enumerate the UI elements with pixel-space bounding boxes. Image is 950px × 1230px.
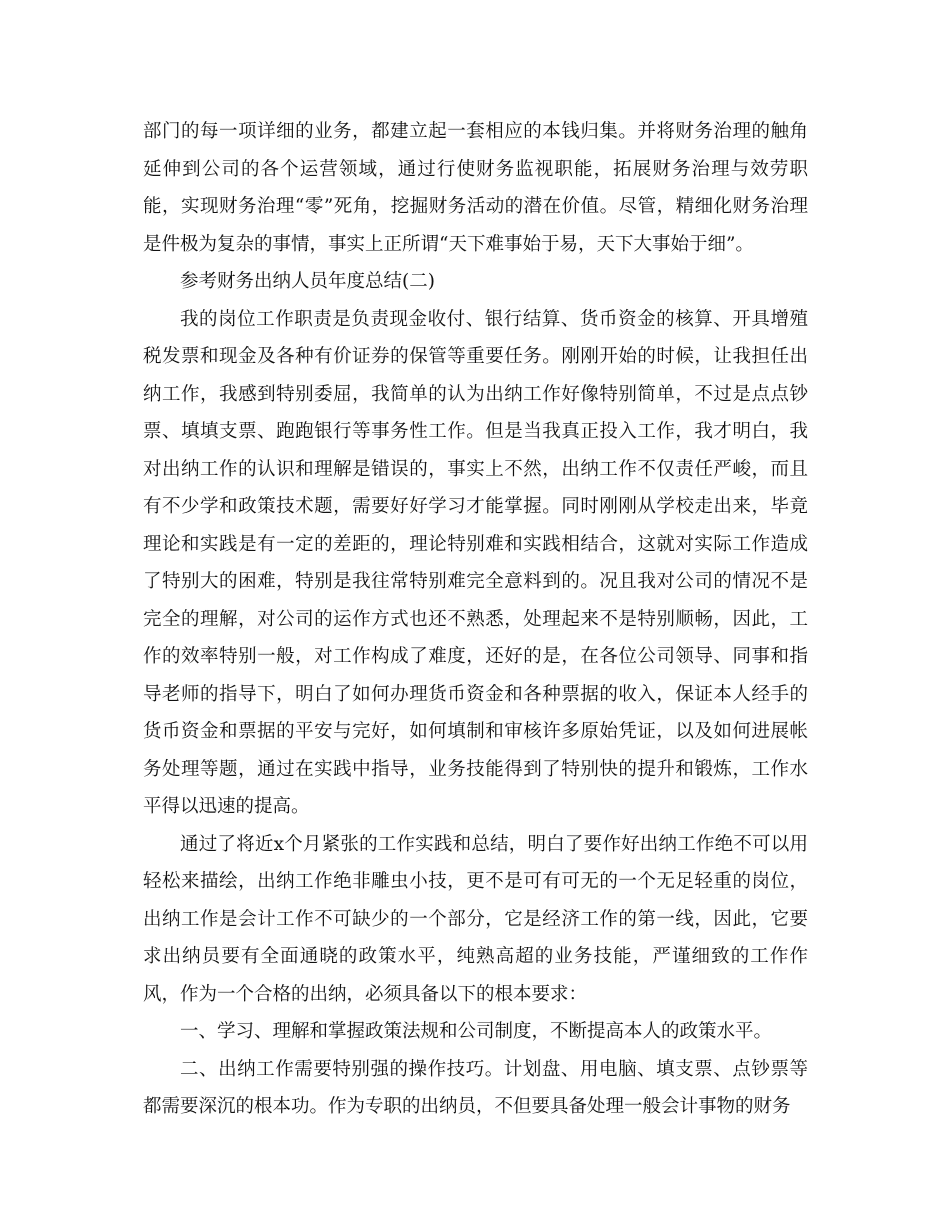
- section-heading: 参考财务出纳人员年度总结(二): [180, 271, 435, 292]
- paragraph-continued: 部门的每一项详细的业务，都建立起一套相应的本钱归集。并将财务治理的触角延伸到公司的各个运营领域，通过行使财务监视职能，拓展财务治理与效劳职能，实现财务治理“零”死角，挖掘财务活动的潜在价值。尽管，精细化财务治理是件极为复杂的事情，事实上正所谓“天下难事始于易，天下大事始于细”。: [143, 121, 808, 255]
- paragraph-point-one: 一、学习、理解和掌握政策法规和公司制度，不断提高本人的政策水平。: [180, 1021, 773, 1042]
- paragraph-point-two: 二、出纳工作需要特别强的操作技巧。计划盘、用电脑、填支票、点钞票等都需要深沉的根本功。作为专职的出纳员，不但要具备处理一般会计事物的财务: [143, 1058, 808, 1117]
- paragraph-requirements: 通过了将近x个月紧张的工作实践和总结，明白了要作好出纳工作绝不可以用轻松来描绘，出纳工作绝非雕虫小技，更不是可有可无的一个无足轻重的岗位，出纳工作是会计工作不可缺少的一个部分，它是经济工作的第一线，因此，它要求出纳员要有全面通晓的政策水平，纯熟高超的业务技能，严谨细致的工作作风，作为一个合格的出纳，必须具备以下的根本要求：: [143, 833, 808, 1005]
- paragraph-job-duties: 我的岗位工作职责是负责现金收付、银行结算、货币资金的核算、开具增殖税发票和现金及各种有价证券的保管等重要任务。刚刚开始的时候，让我担任出纳工作，我感到特别委屈，我简单的认为出纳工作好像特别简单，不过是点点钞票、填填支票、跑跑银行等事务性工作。但是当我真正投入工作，我才明白，我对出纳工作的认识和理解是错误的，事实上不然，出纳工作不仅责任严峻，而且有不少学和政策技术题，需要好好学习才能掌握。同时刚刚从学校走出来，毕竟理论和实践是有一定的差距的，理论特别难和实践相结合，这就对实际工作造成了特别大的困难，特别是我往常特别难完全意料到的。况且我对公司的情况不是完全的理解，对公司的运作方式也还不熟悉，处理起来不是特别顺畅，因此，工作的效率特别一般，对工作构成了难度，还好的是，在各位公司领导、同事和指导老师的指导下，明白了如何办理货币资金和各种票据的收入，保证本人经手的货币资金和票据的平安与完好，如何填制和审核许多原始凭证，以及如何进展帐务处理等题，通过在实践中指导，业务技能得到了特别快的提升和锻炼，工作水平得以迅速的提高。: [143, 308, 808, 817]
- document-body: [143, 113, 808, 1126]
